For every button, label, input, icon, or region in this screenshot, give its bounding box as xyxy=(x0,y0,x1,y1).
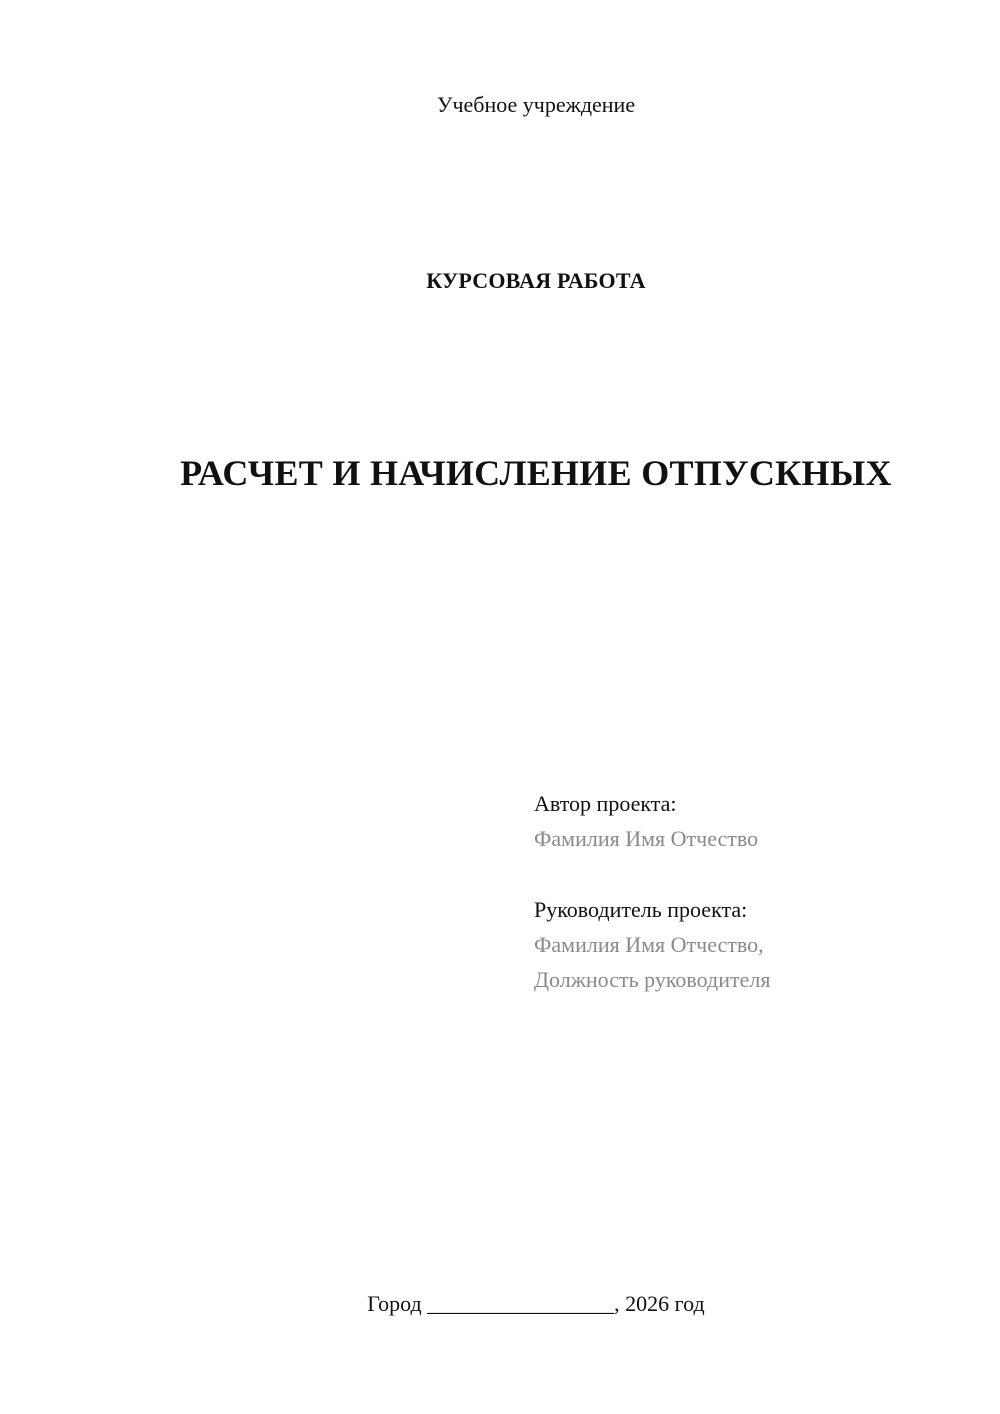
credits-spacer xyxy=(534,856,954,892)
supervisor-position: Должность руководителя xyxy=(534,967,771,992)
supervisor-name: Фамилия Имя Отчество, xyxy=(534,932,764,957)
author-name: Фамилия Имя Отчество xyxy=(534,826,759,851)
supervisor-label: Руководитель проекта: xyxy=(534,897,748,922)
credits-block xyxy=(534,786,954,997)
document-title: РАСЧЕТ И НАЧИСЛЕНИЕ ОТПУСКНЫХ xyxy=(180,453,892,493)
document-type: КУРСОВАЯ РАБОТА xyxy=(426,268,646,293)
institution-name: Учебное учреждение xyxy=(436,92,636,117)
author-label: Автор проекта: xyxy=(534,791,677,816)
city-year-line: Город _________________, 2026 год xyxy=(367,1291,705,1316)
